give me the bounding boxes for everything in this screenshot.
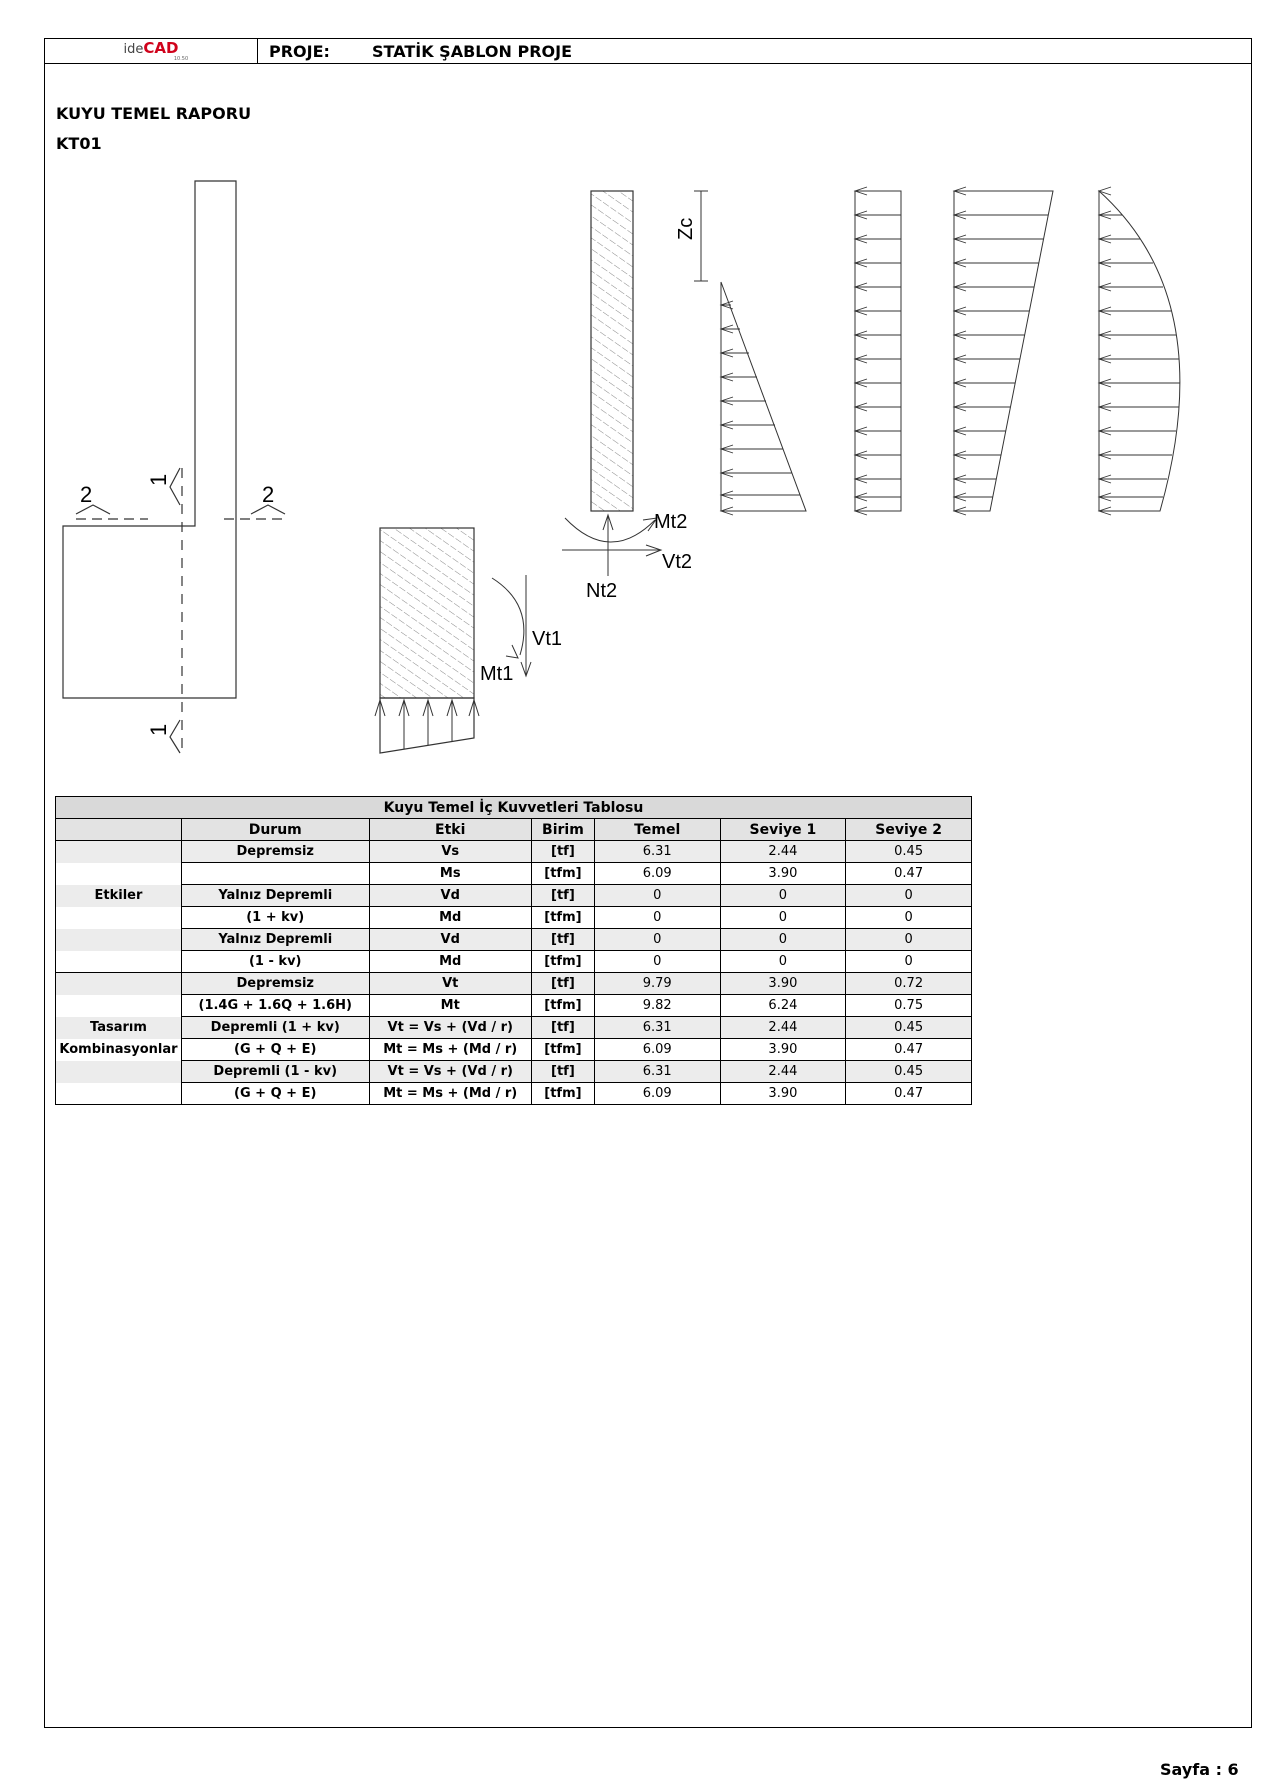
table-row (56, 1083, 972, 1105)
etki-cell: Vd (369, 885, 531, 907)
internal-forces-table (55, 796, 972, 1105)
seviye-2-value: 0.47 (846, 1083, 972, 1105)
temel-value: 6.09 (594, 1083, 720, 1105)
group-cell (56, 907, 182, 929)
col-header-durum: Durum (181, 819, 369, 841)
seviye-2-value: 0 (846, 885, 972, 907)
logo-cad-text: CAD (143, 39, 179, 57)
upper-section (562, 191, 661, 576)
seviye-2-value: 0.72 (846, 973, 972, 995)
durum-cell: Depremli (1 + kv) (181, 1017, 369, 1039)
seviye-1-value: 0 (720, 907, 846, 929)
section-2-label-right: 2 (262, 482, 275, 507)
seviye-2-value: 0.75 (846, 995, 972, 1017)
table-row (56, 907, 972, 929)
group-cell: Etkiler (56, 885, 182, 907)
group-cell (56, 1061, 182, 1083)
logo-ide-text: ide (123, 42, 144, 57)
birim-cell: [tf] (531, 1061, 594, 1083)
seviye-1-value: 0 (720, 885, 846, 907)
temel-value: 0 (594, 951, 720, 973)
col-header-birim: Birim (531, 819, 594, 841)
birim-cell: [tfm] (531, 863, 594, 885)
group-cell: Kombinasyonlar (56, 1039, 182, 1061)
seviye-1-value: 2.44 (720, 1017, 846, 1039)
parabolic-load-diagram (1099, 187, 1180, 515)
birim-cell: [tf] (531, 929, 594, 951)
table-row (56, 863, 972, 885)
birim-cell: [tf] (531, 1017, 594, 1039)
temel-value: 6.09 (594, 1039, 720, 1061)
durum-cell: (1.4G + 1.6Q + 1.6H) (181, 995, 369, 1017)
col-header-temel: Temel (594, 819, 720, 841)
table-row (56, 841, 972, 863)
etki-cell: Mt = Ms + (Md / r) (369, 1039, 531, 1061)
page-number: Sayfa : 6 (1160, 1760, 1239, 1779)
col-header-etki: Etki (369, 819, 531, 841)
seviye-2-value: 0.45 (846, 841, 972, 863)
group-cell (56, 929, 182, 951)
birim-cell: [tf] (531, 885, 594, 907)
seviye-1-value: 0 (720, 951, 846, 973)
birim-cell: [tfm] (531, 995, 594, 1017)
nt2-label: Nt2 (586, 580, 618, 602)
vt1-label: Vt1 (532, 628, 563, 650)
temel-value: 9.82 (594, 995, 720, 1017)
durum-cell: Depremsiz (181, 841, 369, 863)
temel-value: 0 (594, 929, 720, 951)
durum-cell: Depremli (1 - kv) (181, 1061, 369, 1083)
mt2-label: Mt2 (654, 511, 688, 533)
seviye-2-value: 0.47 (846, 863, 972, 885)
group-cell (56, 863, 182, 885)
seviye-1-value: 3.90 (720, 1039, 846, 1061)
birim-cell: [tfm] (531, 951, 594, 973)
etki-cell: Vt = Vs + (Vd / r) (369, 1061, 531, 1083)
group-cell (56, 1083, 182, 1105)
birim-cell: [tfm] (531, 1083, 594, 1105)
seviye-1-value: 3.90 (720, 863, 846, 885)
group-cell (56, 841, 182, 863)
seviye-1-value: 0 (720, 929, 846, 951)
etki-cell: Md (369, 907, 531, 929)
col-header-seviye-1: Seviye 1 (720, 819, 846, 841)
elevation-view (63, 181, 285, 753)
birim-cell: [tf] (531, 973, 594, 995)
group-cell (56, 973, 182, 995)
temel-value: 6.31 (594, 841, 720, 863)
table-caption: Kuyu Temel İç Kuvvetleri Tablosu (56, 797, 972, 819)
table-row (56, 973, 972, 995)
lower-section (375, 528, 531, 753)
table-row (56, 951, 972, 973)
seviye-2-value: 0.47 (846, 1039, 972, 1061)
etki-cell: Md (369, 951, 531, 973)
temel-value: 6.31 (594, 1061, 720, 1083)
seviye-2-value: 0 (846, 907, 972, 929)
birim-cell: [tfm] (531, 907, 594, 929)
durum-cell: (1 + kv) (181, 907, 369, 929)
temel-value: 9.79 (594, 973, 720, 995)
temel-value: 6.31 (594, 1017, 720, 1039)
vt2-label: Vt2 (662, 551, 693, 573)
uniform-load-diagram (855, 187, 901, 515)
group-cell: Tasarım (56, 1017, 182, 1039)
table-row (56, 1039, 972, 1061)
durum-cell: (G + Q + E) (181, 1039, 369, 1061)
section-1-label-bottom: 1 (146, 723, 171, 736)
etki-cell: Vt (369, 973, 531, 995)
col-header-group (56, 819, 182, 841)
foundation-code: KT01 (56, 134, 102, 153)
etki-cell: Mt = Ms + (Md / r) (369, 1083, 531, 1105)
etki-cell: Vt = Vs + (Vd / r) (369, 1017, 531, 1039)
durum-cell: Yalnız Depremli (181, 929, 369, 951)
table-caption-row (56, 797, 972, 819)
etki-cell: Ms (369, 863, 531, 885)
table-row (56, 995, 972, 1017)
table-body (56, 841, 972, 1105)
zc-label: Zc (675, 217, 697, 240)
section-1-label-top: 1 (146, 473, 171, 486)
project-label: PROJE: (269, 42, 330, 61)
group-cell (56, 995, 182, 1017)
etki-cell: Vs (369, 841, 531, 863)
table-header-row (56, 819, 972, 841)
seviye-1-value: 2.44 (720, 1061, 846, 1083)
report-title: KUYU TEMEL RAPORU (56, 104, 252, 123)
mt1-label: Mt1 (480, 663, 514, 685)
col-header-seviye-2: Seviye 2 (846, 819, 972, 841)
seviye-1-value: 3.90 (720, 1083, 846, 1105)
birim-cell: [tf] (531, 841, 594, 863)
seviye-2-value: 0.45 (846, 1017, 972, 1039)
temel-value: 6.09 (594, 863, 720, 885)
triangular-load-diagram (721, 282, 806, 515)
durum-cell: Yalnız Depremli (181, 885, 369, 907)
seviye-1-value: 2.44 (720, 841, 846, 863)
project-name: STATİK ŞABLON PROJE (372, 42, 572, 61)
durum-cell: Depremsiz (181, 973, 369, 995)
group-cell (56, 951, 182, 973)
table-row (56, 1017, 972, 1039)
temel-value: 0 (594, 907, 720, 929)
trapezoidal-load-diagram (954, 187, 1053, 515)
table-row (56, 1061, 972, 1083)
durum-cell (181, 863, 369, 885)
seviye-1-value: 6.24 (720, 995, 846, 1017)
seviye-2-value: 0.45 (846, 1061, 972, 1083)
birim-cell: [tfm] (531, 1039, 594, 1061)
seviye-1-value: 3.90 (720, 973, 846, 995)
table-row (56, 929, 972, 951)
etki-cell: Mt (369, 995, 531, 1017)
durum-cell: (G + Q + E) (181, 1083, 369, 1105)
temel-value: 0 (594, 885, 720, 907)
well-foundation-drawing (0, 0, 1287, 780)
table-row (56, 885, 972, 907)
etki-cell: Vd (369, 929, 531, 951)
seviye-2-value: 0 (846, 929, 972, 951)
section-2-label-left: 2 (80, 482, 93, 507)
seviye-2-value: 0 (846, 951, 972, 973)
durum-cell: (1 - kv) (181, 951, 369, 973)
logo-version: 10.50 (173, 56, 189, 62)
